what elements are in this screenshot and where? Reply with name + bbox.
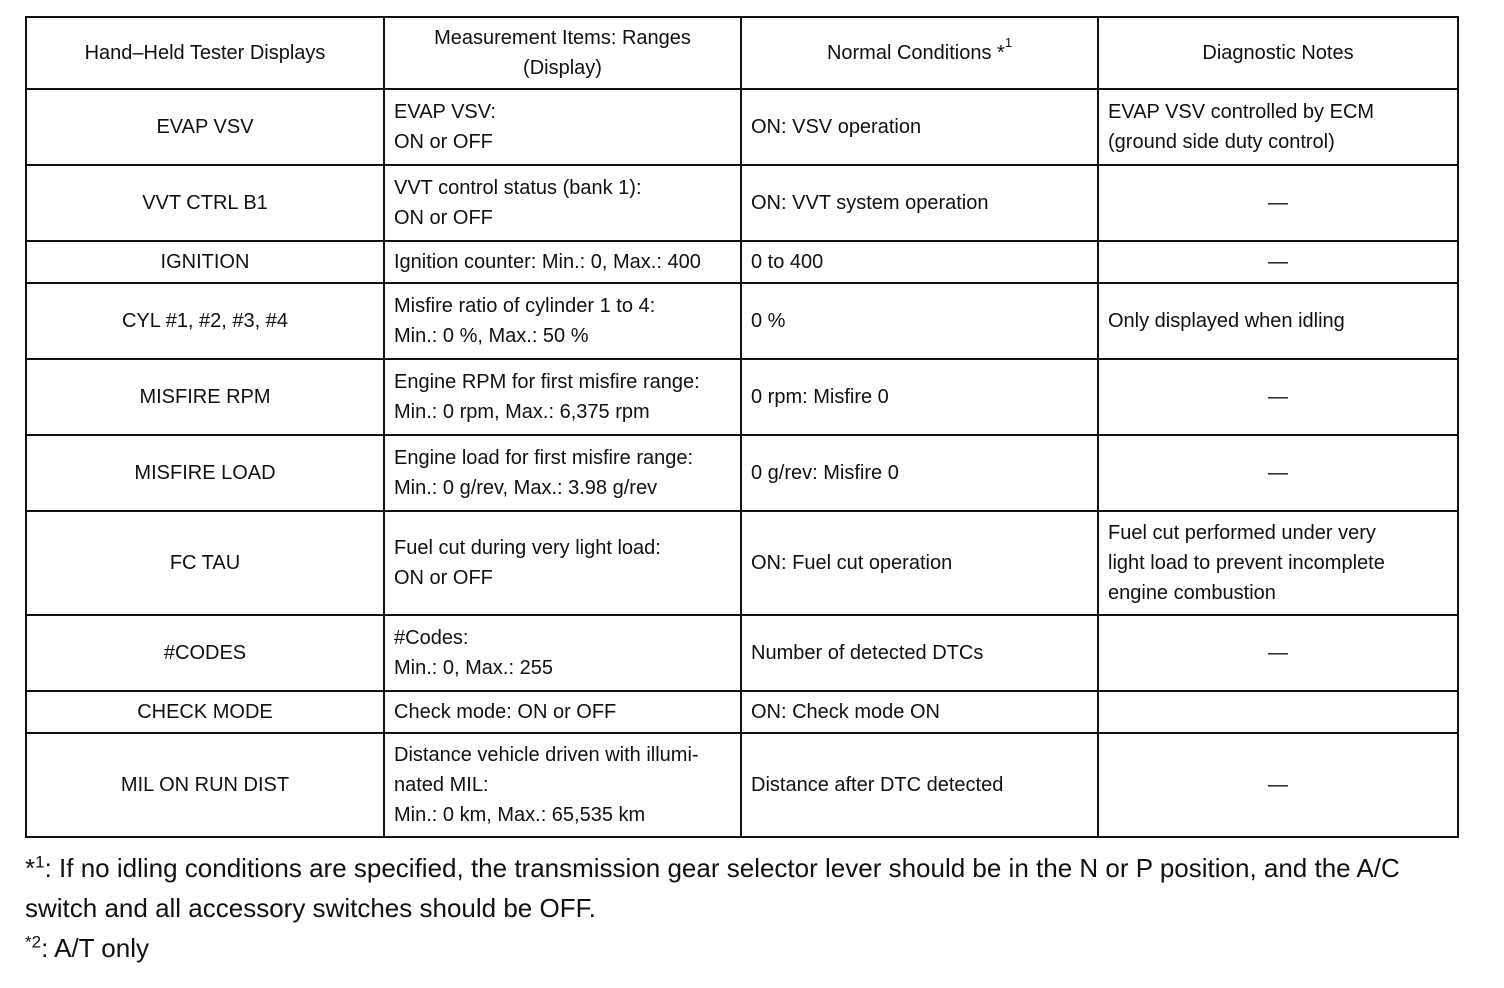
table-row-1 [26, 89, 1458, 165]
footnote-2-marker: 2 [31, 932, 42, 952]
cell-diagnostic-note: EVAP VSV controlled by ECM (ground side duty control) [1098, 89, 1458, 165]
cell-measurement-item: Ignition counter: Min.: 0, Max.: 400 [384, 241, 741, 283]
cell-tester-display: MISFIRE LOAD [26, 435, 384, 511]
header-diagnostic-notes: Diagnostic Notes [1098, 17, 1458, 89]
cell-diagnostic-note [1098, 691, 1458, 733]
cell-tester-display: MIL ON RUN DIST [26, 733, 384, 837]
cell-normal-condition: 0 % [741, 283, 1098, 359]
cell-measurement-item: EVAP VSV: ON or OFF [384, 89, 741, 165]
table-row-8 [26, 615, 1458, 691]
cell-tester-display: CYL #1, #2, #3, #4 [26, 283, 384, 359]
cell-tester-display: IGNITION [26, 241, 384, 283]
cell-diagnostic-note: — [1098, 359, 1458, 435]
footnote-2-prefix-marker [25, 932, 41, 951]
footnote-1 [25, 848, 1457, 928]
cell-normal-condition: ON: VVT system operation [741, 165, 1098, 241]
table-body [26, 89, 1458, 837]
header-measurement-items: Measurement Items: Ranges (Display) [384, 17, 741, 89]
table-row-2 [26, 165, 1458, 241]
cell-diagnostic-note: — [1098, 435, 1458, 511]
cell-diagnostic-note: — [1098, 241, 1458, 283]
footnote-2-prefix: * [25, 932, 32, 952]
cell-measurement-item: VVT control status (bank 1): ON or OFF [384, 165, 741, 241]
cell-measurement-item: #Codes: Min.: 0, Max.: 255 [384, 615, 741, 691]
cell-normal-condition: ON: VSV operation [741, 89, 1098, 165]
cell-measurement-item: Fuel cut during very light load: ON or OFF [384, 511, 741, 615]
cell-normal-condition: ON: Fuel cut operation [741, 511, 1098, 615]
spec-sheet [25, 16, 1457, 968]
footnote-2-text: : A/T only [41, 933, 150, 963]
table-row-4 [26, 283, 1458, 359]
table-row-10 [26, 733, 1458, 837]
cell-measurement-item: Engine load for first misfire range: Min.: 0 g/rev, Max.: 3.98 g/rev [384, 435, 741, 511]
footnote-2 [25, 928, 1457, 968]
cell-normal-condition: ON: Check mode ON [741, 691, 1098, 733]
cell-normal-condition: Number of detected DTCs [741, 615, 1098, 691]
cell-measurement-item: Check mode: ON or OFF [384, 691, 741, 733]
cell-diagnostic-note: Fuel cut performed under very light load to prevent incomplete engine combustion [1098, 511, 1458, 615]
cell-tester-display: MISFIRE RPM [26, 359, 384, 435]
footnote-ref-1: 1 [1004, 35, 1013, 51]
cell-diagnostic-note: — [1098, 165, 1458, 241]
footnote-1-marker: 1 [35, 852, 45, 872]
cell-tester-display: #CODES [26, 615, 384, 691]
footnote-1-prefix: * [25, 853, 36, 883]
cell-measurement-item: Misfire ratio of cylinder 1 to 4: Min.: 0 %, Max.: 50 % [384, 283, 741, 359]
table-header-row [26, 17, 1458, 89]
cell-diagnostic-note: — [1098, 615, 1458, 691]
cell-measurement-item: Distance vehicle driven with illumi- nated MIL: Min.: 0 km, Max.: 65,535 km [384, 733, 741, 837]
header-tester-display: Hand–Held Tester Displays [26, 17, 384, 89]
cell-tester-display: EVAP VSV [26, 89, 384, 165]
cell-tester-display: CHECK MODE [26, 691, 384, 733]
cell-diagnostic-note: — [1098, 733, 1458, 837]
cell-measurement-item: Engine RPM for first misfire range: Min.: 0 rpm, Max.: 6,375 rpm [384, 359, 741, 435]
cell-normal-condition: 0 to 400 [741, 241, 1098, 283]
table-row-3 [26, 241, 1458, 283]
table-row-5 [26, 359, 1458, 435]
table-row-7 [26, 511, 1458, 615]
data-list-table [25, 16, 1459, 838]
cell-normal-condition: 0 g/rev: Misfire 0 [741, 435, 1098, 511]
cell-diagnostic-note: Only displayed when idling [1098, 283, 1458, 359]
cell-normal-condition: 0 rpm: Misfire 0 [741, 359, 1098, 435]
table-row-9 [26, 691, 1458, 733]
table-row-6 [26, 435, 1458, 511]
footnotes [25, 848, 1457, 968]
header-normal-conditions [741, 17, 1098, 89]
cell-tester-display: VVT CTRL B1 [26, 165, 384, 241]
cell-normal-condition: Distance after DTC detected [741, 733, 1098, 837]
header-normal-conditions-label: Normal Conditions * [826, 42, 1005, 64]
cell-tester-display: FC TAU [26, 511, 384, 615]
footnote-1-text: : If no idling conditions are specified, the transmission gear selector lever should be in the N or P position, and the A/C switch and all accessory switches should be OFF. [25, 853, 1400, 923]
